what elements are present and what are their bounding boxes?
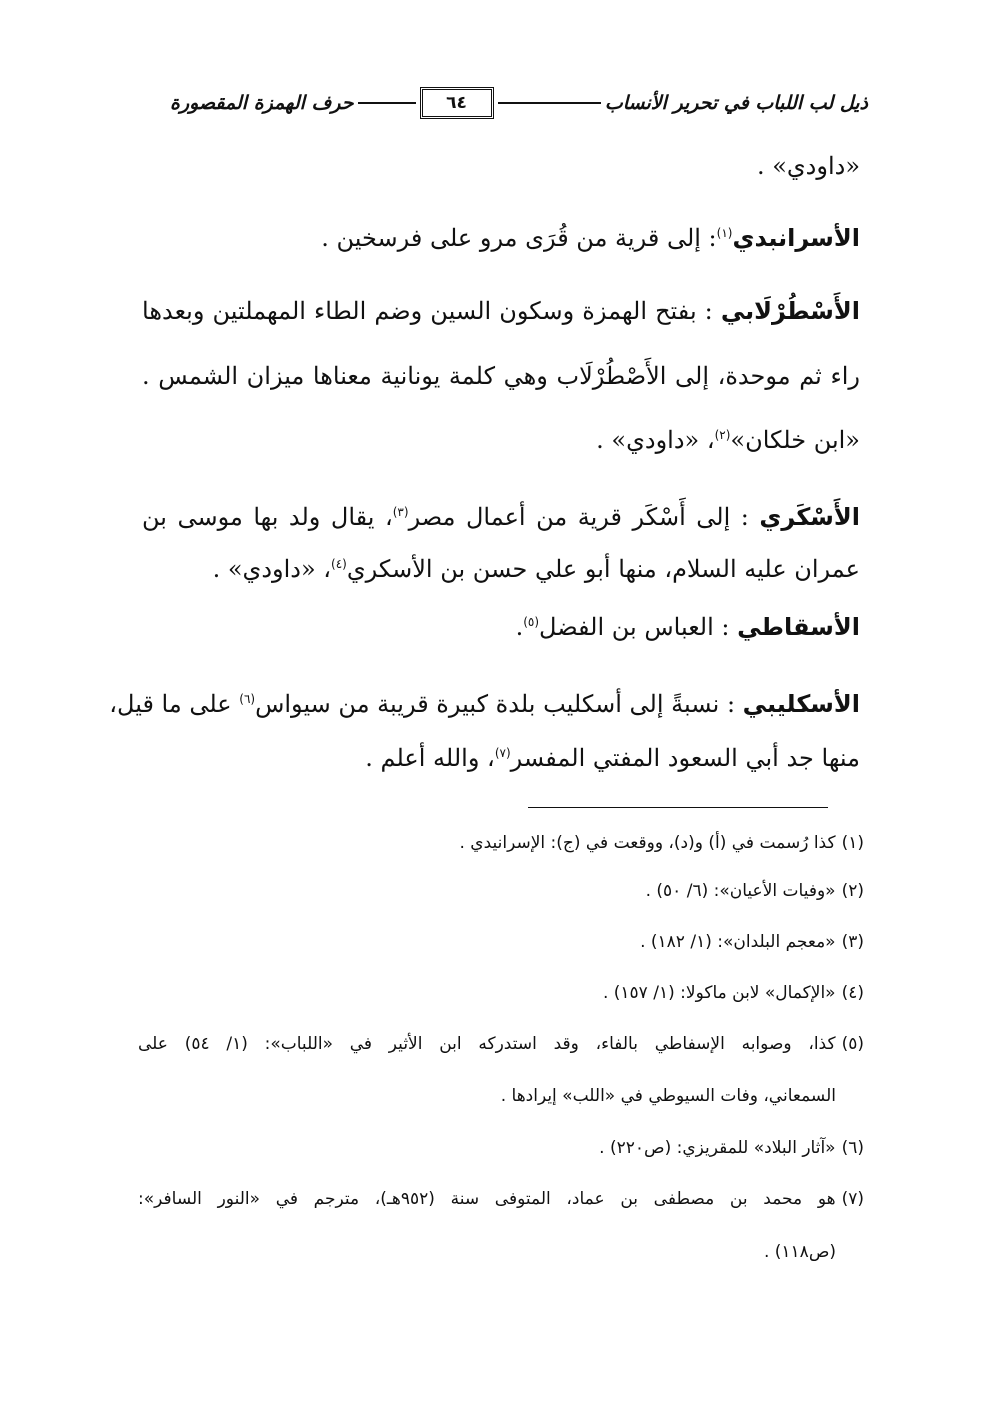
carry-line: «داودي» . bbox=[756, 152, 860, 180]
footnote-divider bbox=[528, 807, 828, 808]
page-number: ٦٤ bbox=[420, 87, 494, 119]
footnote-ref: (١) bbox=[716, 226, 733, 240]
header-rule-right bbox=[498, 102, 601, 104]
footnote-3: (٣)«معجم البلدان»: (١/ ١٨٢) . bbox=[640, 932, 864, 952]
book-title: ذيل لب اللباب في تحرير الأنساب bbox=[604, 92, 868, 114]
footnote-ref: (٢) bbox=[714, 428, 731, 442]
entry-text: : بفتح الهمزة وسكون السين وضم الطاء المهملتين وبعدها bbox=[142, 297, 713, 325]
entry-askari-line2: عمران عليه السلام، منها أبو علي حسن بن الأسكري$^{(٤)}$، «داودي» . bbox=[212, 555, 860, 583]
chapter-title: حرف الهمزة المقصورة bbox=[170, 92, 354, 114]
footnote-2: (٢)«وفيات الأعيان»: (٦/ ٥٠) . bbox=[645, 881, 864, 901]
entry-head: الأَسْطُرْلَابي bbox=[720, 297, 860, 325]
entry-asturlabi-line1 bbox=[142, 291, 860, 331]
entry-head: الأسكليبي bbox=[742, 690, 860, 718]
entry-asturlabi-line3: «ابن خلكان»$^{(٢)}$، «داودي» . bbox=[596, 426, 860, 454]
entry-head: الأَسْكَري bbox=[759, 503, 860, 531]
entry-askari-line1: الأَسْكَري : إلى أَسْكَر قرية من أعمال مصر$^{(٣)}$، يقال ولد بها موسى بن bbox=[142, 503, 860, 531]
footnote-ref: (٦) bbox=[239, 692, 256, 706]
footnote-7: (٧)هو محمد بن مصطفى بن عماد، المتوفى سنة (٩٥٢هـ)، مترجم في «النور السافر»: bbox=[138, 1189, 864, 1209]
entry-askalibi-line1: الأسكليبي : نسبةً إلى أسكليب بلدة كبيرة قريبة من سيواس$^{(٦)}$ على ما قيل، bbox=[109, 690, 860, 718]
footnote-ref: (٤) bbox=[331, 557, 347, 571]
entry-head: الأسقاطي bbox=[737, 613, 860, 641]
footnote-1: (١)كذا رُسمت في (أ) و(د)، ووقعت في (ج): الإسرانيدي . bbox=[459, 833, 864, 853]
footnote-6: (٦)«آثار البلاد» للمقريزي: (ص٢٢٠) . bbox=[599, 1138, 864, 1158]
footnote-5: (٥)كذا، وصوابه الإسفاطي بالفاء، وقد استدركه ابن الأثير في «اللباب»: (١/ ٥٤) على bbox=[138, 1034, 864, 1054]
footnote-5-continued: السمعاني، وفات السيوطي في «اللب» إيرادها . bbox=[500, 1086, 836, 1106]
entry-asturlabi-line2: راء ثم موحدة، إلى الأَصْطُرْلَاب وهي كلمة يونانية معناها ميزان الشمس . bbox=[142, 362, 860, 390]
footnote-ref: (٥) bbox=[523, 615, 540, 629]
footnote-4: (٤)«الإكمال» لابن ماكولا: (١/ ١٥٧) . bbox=[602, 983, 864, 1003]
footnote-ref: (٣) bbox=[392, 505, 409, 519]
entry-text: : إلى قرية من قُرَى مرو على فرسخين . bbox=[321, 224, 717, 252]
footnote-7-continued: (ص١١٨) . bbox=[763, 1242, 836, 1262]
entry-head: الأسرانبدي bbox=[732, 224, 860, 252]
header-rule-left bbox=[358, 102, 416, 104]
running-header bbox=[170, 86, 868, 120]
entry-askalibi-line2: منها جد أبي السعود المفتي المفسر$^{(٧)}$، والله أعلم . bbox=[365, 744, 860, 772]
entry-asqati: الأسقاطي : العباس بن الفضل$^{(٥)}$. bbox=[515, 613, 860, 641]
entry-asranbadi bbox=[321, 218, 860, 258]
footnote-ref: (٧) bbox=[494, 746, 511, 760]
